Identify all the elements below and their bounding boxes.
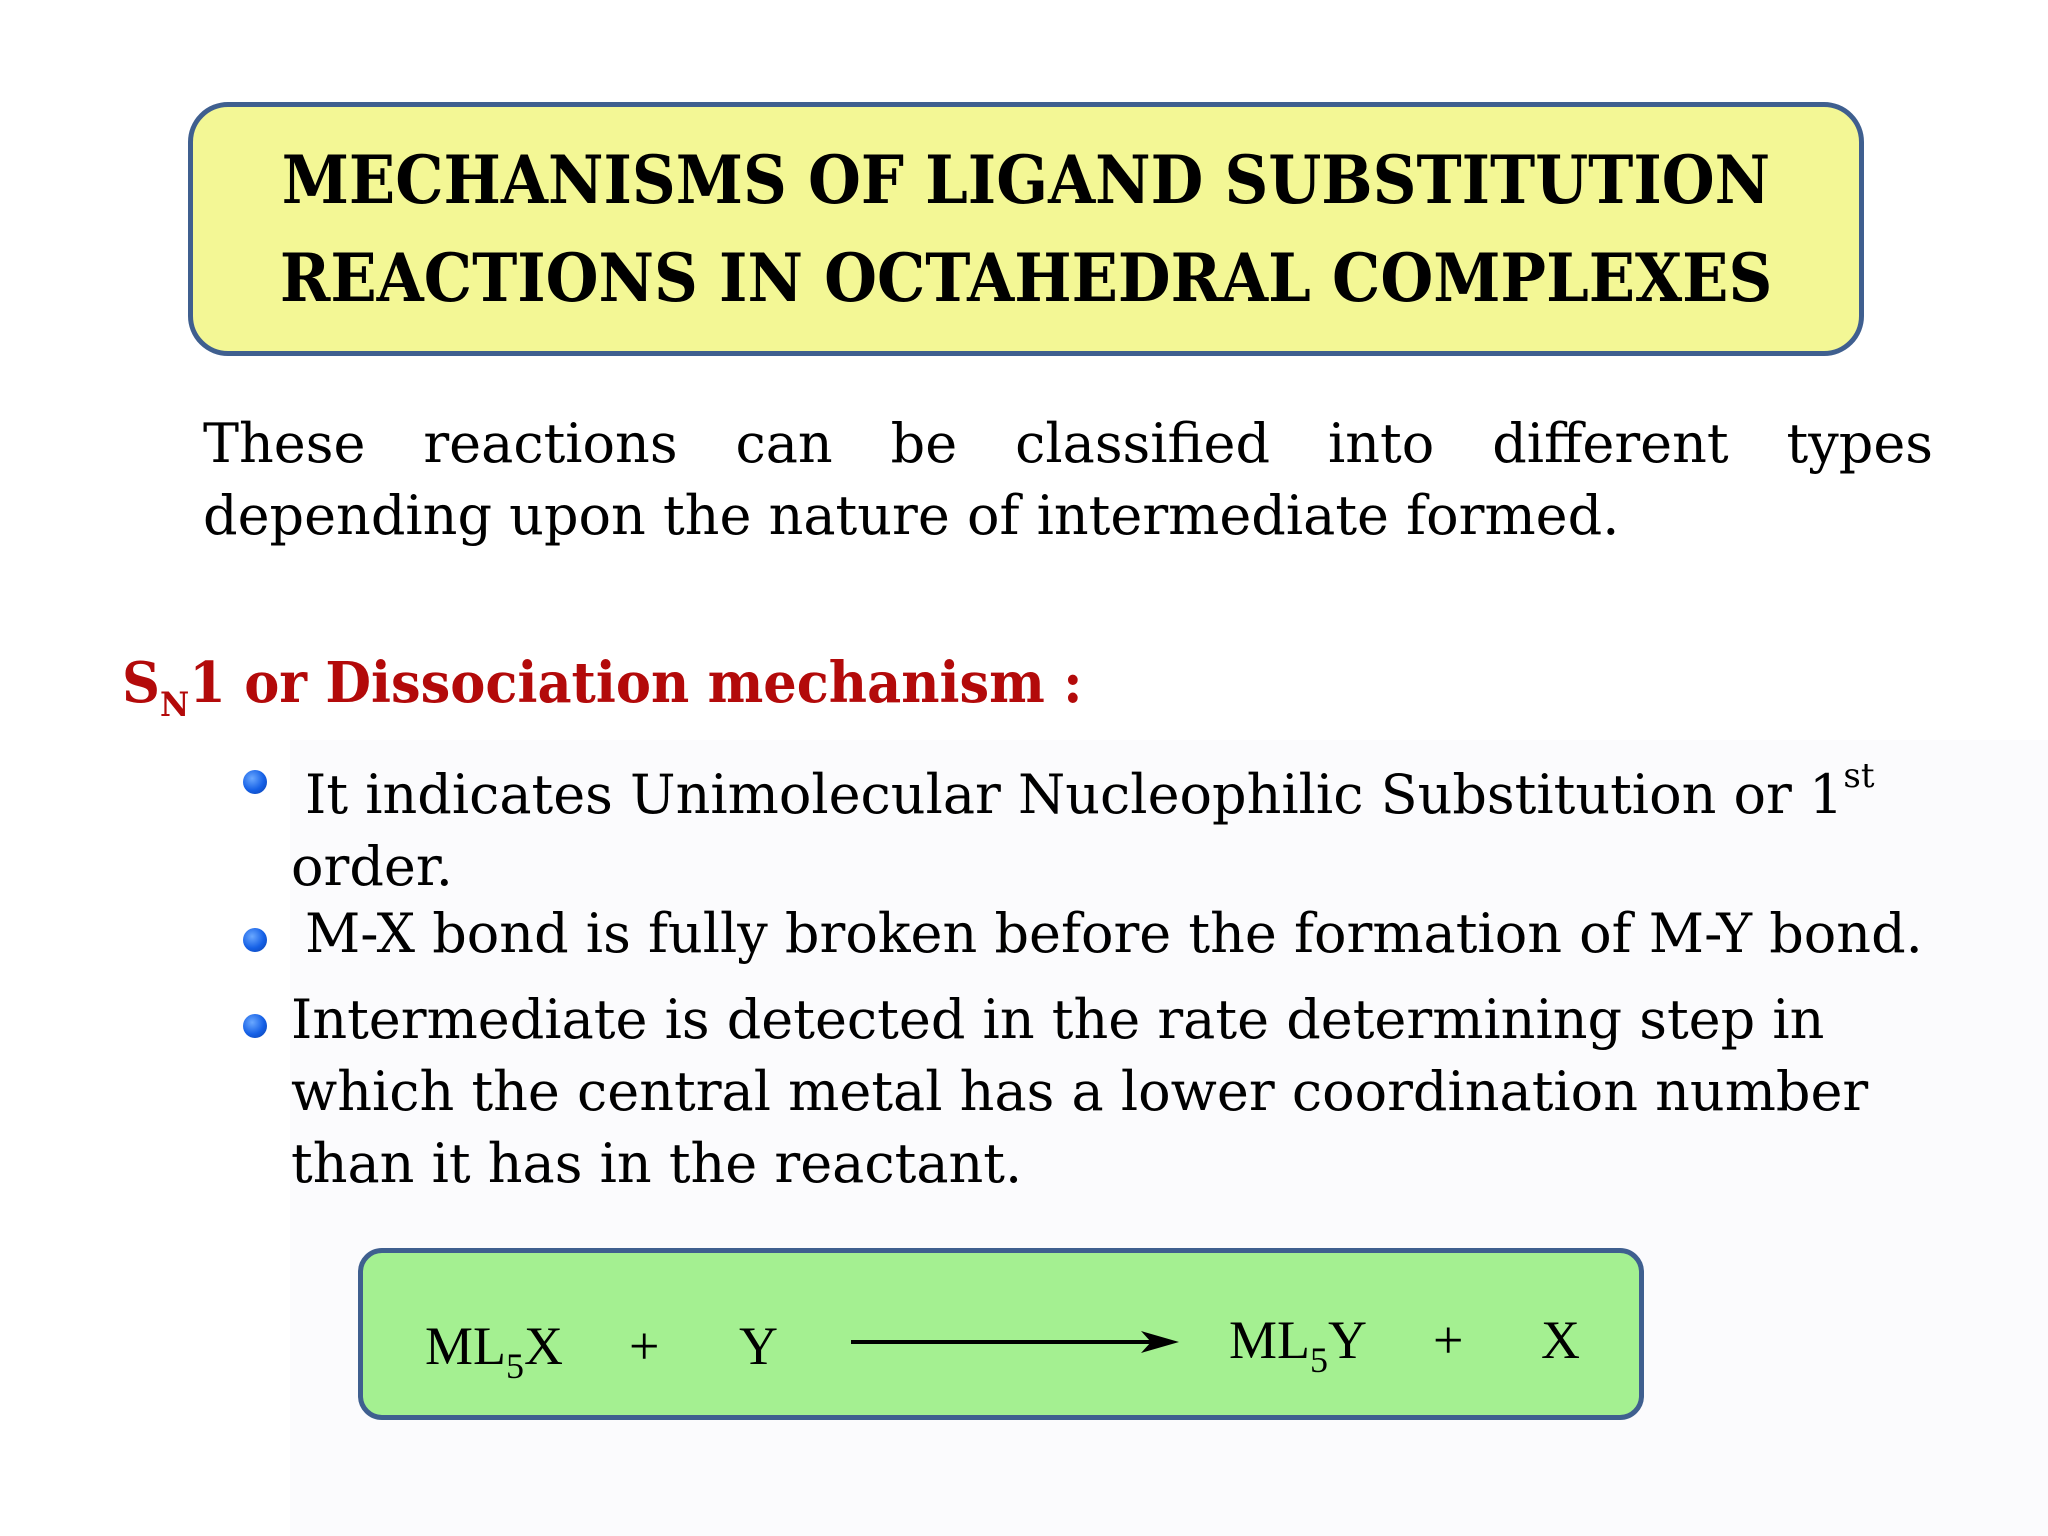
reactant-1 [425,1315,563,1387]
title-banner [188,102,1864,356]
product-1-tail: Y [1328,1310,1367,1370]
heading-rest: 1 or Dissociation mechanism : [189,650,1083,716]
reactant-2: Y [739,1316,778,1376]
plus-sign-1: + [629,1316,660,1376]
title-line-2: REACTIONS IN OCTAHEDRAL COMPLEXES [279,239,1773,317]
equation-box [358,1248,1644,1420]
bullet-item-3 [291,984,1991,1200]
heading-subscript: N [160,685,190,725]
bullet-text-1: It indicates Unimolecular Nucleophilic Substitution or 1 [305,763,1844,826]
product-1 [1229,1309,1367,1381]
product-2: X [1541,1310,1580,1370]
product-1-main: ML [1229,1310,1310,1370]
bullet-item-2 [291,898,1991,970]
plus-sign-2: + [1433,1310,1464,1370]
bullet-item-1 [291,740,1991,903]
bullet-dot-icon [243,1014,267,1038]
bullet-dot-icon [243,770,267,794]
reactant-1-main: ML [425,1316,506,1376]
bullet-dot-icon [243,928,267,952]
bullet-superscript: st [1843,756,1875,796]
section-heading [122,650,1083,725]
reactant-1-subscript: 5 [506,1346,524,1386]
title-line-1: MECHANISMS OF LIGAND SUBSTITUTION [281,141,1771,219]
product-1-subscript: 5 [1310,1340,1328,1380]
heading-s: S [122,650,161,716]
bullet-text-2: M-X bond is fully broken before the formation of M-Y bond. [305,902,1923,965]
bullet-text-3: Intermediate is detected in the rate determining step in which the central metal has a lower coordination number than it has in the reactant. [291,988,1869,1195]
intro-paragraph: These reactions can be classified into different types depending upon the nature of intermediate formed. [203,412,1933,547]
reaction-arrow-icon [851,1329,1181,1355]
reactant-1-tail: X [524,1316,563,1376]
bullet-text-1-tail: order. [291,835,453,898]
